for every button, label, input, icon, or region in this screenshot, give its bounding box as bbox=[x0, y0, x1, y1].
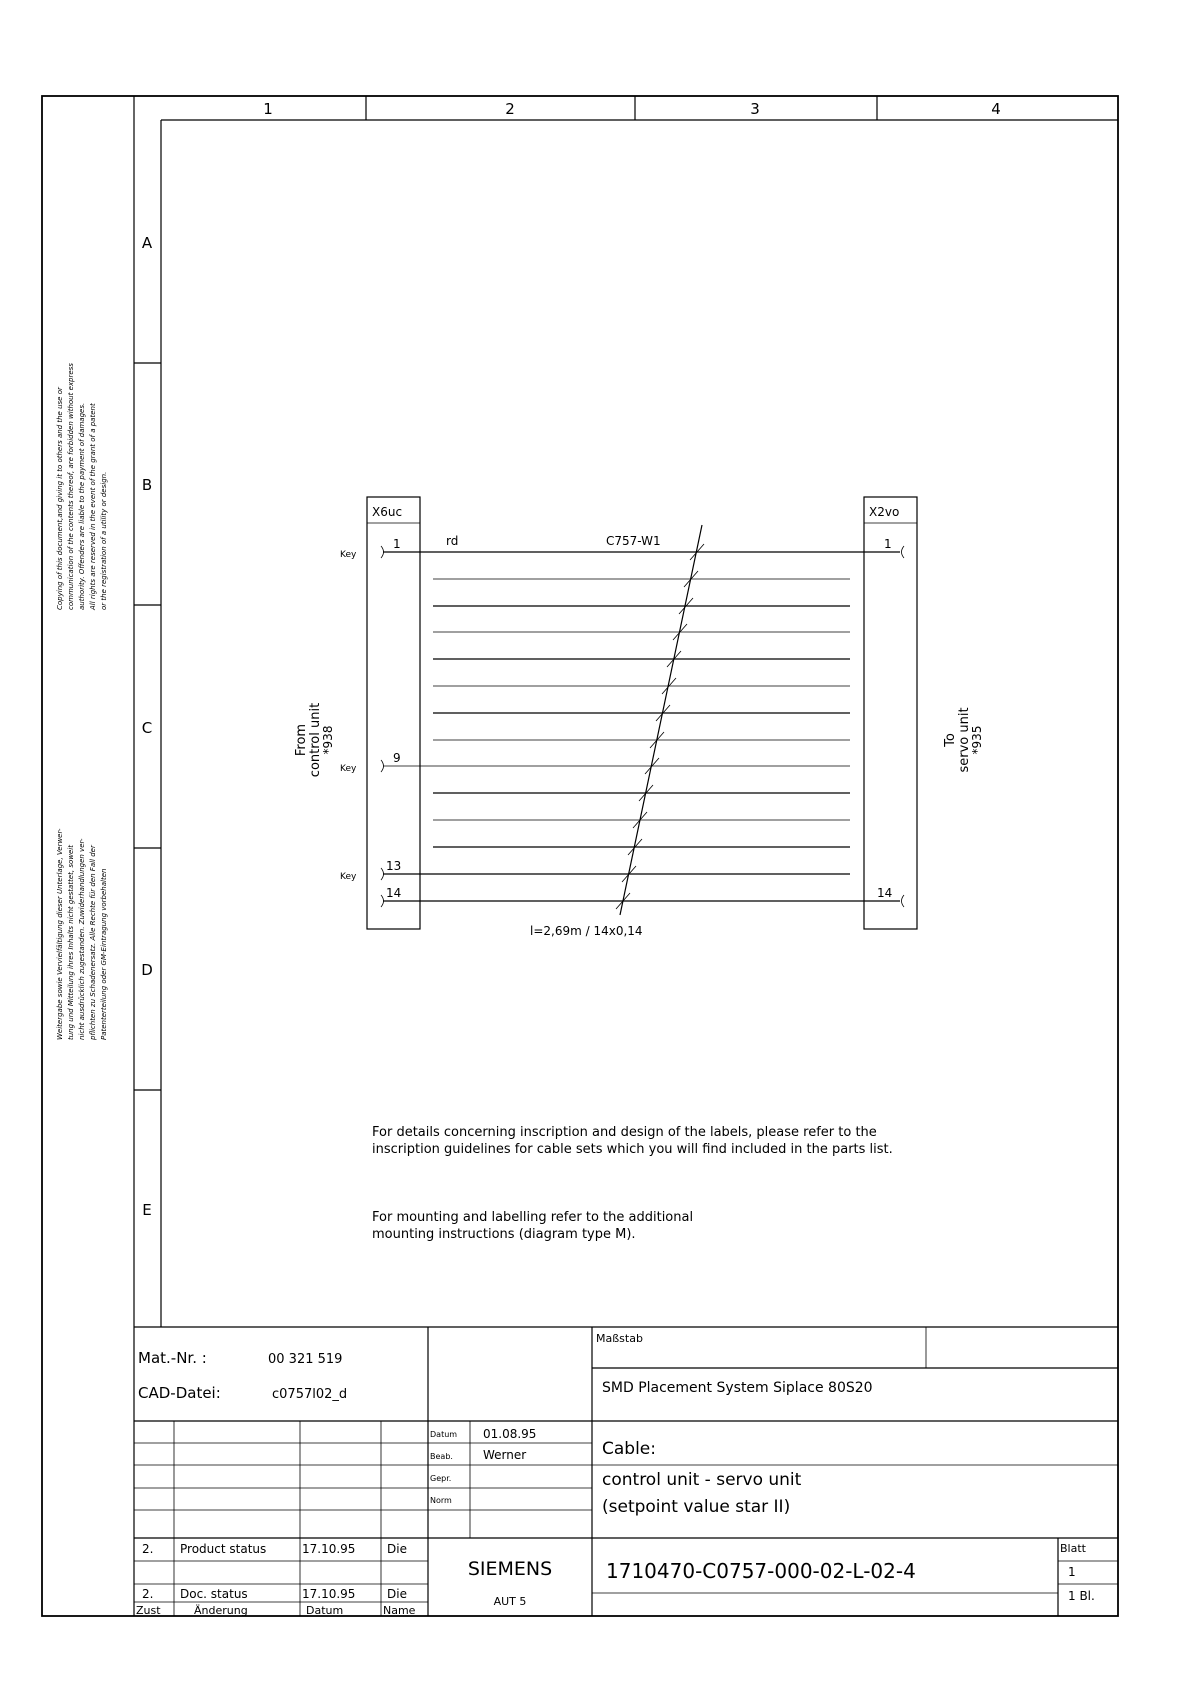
copyright-de-line: Weitergabe sowie Vervielfältigung dieser Unterlage, Verwer- bbox=[56, 828, 64, 1040]
svg-text:control unit: control unit bbox=[308, 702, 323, 778]
note-labels-line: For details concerning inscription and design of the labels, please refer to the bbox=[372, 1125, 877, 1140]
mat-value: 00 321 519 bbox=[268, 1352, 343, 1367]
note-mounting-line: mounting instructions (diagram type M). bbox=[372, 1227, 636, 1242]
svg-text:To: To bbox=[943, 733, 958, 747]
copyright-en-line: or the registration of a utility or design. bbox=[100, 471, 108, 610]
division: AUT 5 bbox=[493, 1595, 527, 1608]
massstab-label: Maßstab bbox=[596, 1332, 643, 1345]
datum-value: 01.08.95 bbox=[483, 1427, 537, 1441]
rev-index: 2. bbox=[142, 1542, 154, 1556]
svg-text:From: From bbox=[294, 723, 309, 757]
drawing-number: 1710470-C0757-000-02-L-02-4 bbox=[606, 1559, 916, 1583]
rev-text: Doc. status bbox=[180, 1587, 248, 1601]
rev-date: 17.10.95 bbox=[302, 1587, 356, 1601]
title-line-1: Cable: bbox=[602, 1439, 656, 1459]
wiring-diagram bbox=[294, 497, 984, 938]
key-label: Key bbox=[340, 550, 357, 560]
left-pin-9: 9 bbox=[393, 751, 401, 765]
svg-text:*935: *935 bbox=[970, 725, 984, 755]
beab-label: Beab. bbox=[430, 1452, 453, 1461]
key-arc bbox=[381, 546, 384, 558]
col-label-1: 1 bbox=[263, 100, 273, 118]
bl-value: 1 Bl. bbox=[1068, 1589, 1095, 1603]
row-label-e: E bbox=[142, 1201, 152, 1219]
datum-label: Datum bbox=[430, 1430, 458, 1439]
note-mounting-line: For mounting and labelling refer to the additional bbox=[372, 1210, 694, 1225]
cable-id-label: C757-W1 bbox=[606, 534, 661, 548]
copyright-de-line: Patenterteilung oder GM-Eintragung vorbehalten bbox=[100, 868, 108, 1040]
right-pin-14: 14 bbox=[877, 886, 893, 900]
cable-bundle-line bbox=[620, 525, 702, 915]
col-label-4: 4 bbox=[991, 100, 1001, 118]
rev-text: Product status bbox=[180, 1542, 267, 1556]
left-connector-label: X6uc bbox=[372, 505, 403, 519]
copyright-de-line: pflichten zu Schadenersatz. Alle Rechte für den Fall der bbox=[89, 845, 97, 1040]
norm-label: Norm bbox=[430, 1496, 452, 1505]
right-connector-label: X2vo bbox=[869, 505, 900, 519]
company-logo: SIEMENS bbox=[467, 1558, 553, 1580]
copyright-en-line: authority. Offenders are liable to the payment of damages. bbox=[78, 402, 86, 610]
row-label-c: C bbox=[141, 719, 153, 737]
copyright-en-line: All rights are reserved in the event of the grant of a patent bbox=[89, 403, 97, 610]
note-labels-line: inscription guidelines for cable sets which you will find included in the parts list. bbox=[372, 1142, 893, 1157]
bundle-wires bbox=[433, 579, 850, 847]
blatt-label: Blatt bbox=[1060, 1542, 1086, 1555]
title-line-2: control unit - servo unit bbox=[602, 1470, 802, 1490]
to-label bbox=[943, 707, 984, 772]
svg-text:servo unit: servo unit bbox=[957, 707, 972, 773]
notes bbox=[372, 1125, 893, 1242]
col-label-3: 3 bbox=[750, 100, 760, 118]
cad-value: c0757l02_d bbox=[272, 1387, 348, 1402]
hdr-name: Name bbox=[383, 1604, 416, 1617]
row-label-a: A bbox=[141, 234, 153, 252]
title-line-3: (setpoint value star II) bbox=[602, 1497, 791, 1517]
left-pin-13: 13 bbox=[386, 859, 402, 873]
from-label bbox=[294, 703, 335, 777]
hdr-zust: Zust bbox=[136, 1604, 161, 1617]
gepr-label: Gepr. bbox=[430, 1474, 452, 1483]
left-pin-14: 14 bbox=[386, 886, 402, 900]
right-pin-1: 1 bbox=[884, 537, 892, 551]
copyright-de-line: nicht ausdrücklich zugestanden. Zuwiderhandlungen ver- bbox=[78, 838, 86, 1040]
rev-name: Die bbox=[387, 1542, 407, 1556]
right-pin-arc bbox=[902, 895, 905, 907]
col-label-2: 2 bbox=[505, 100, 515, 118]
left-pin-1: 1 bbox=[393, 537, 401, 551]
right-connector-box bbox=[864, 497, 917, 929]
cad-label: CAD-Datei: bbox=[138, 1384, 221, 1402]
hdr-datum: Datum bbox=[306, 1604, 344, 1617]
copyright-de-line: tung und Mitteilung ihres Inhalts nicht gestattet, soweit bbox=[67, 845, 75, 1040]
title-block bbox=[134, 1327, 1118, 1617]
key-arc bbox=[381, 895, 384, 907]
rev-index: 2. bbox=[142, 1587, 154, 1601]
rev-name: Die bbox=[387, 1587, 407, 1601]
mat-label: Mat.-Nr. : bbox=[138, 1349, 207, 1367]
copyright-notice-en bbox=[56, 363, 108, 611]
row-label-b: B bbox=[141, 476, 153, 494]
system-name: SMD Placement System Siplace 80S20 bbox=[602, 1380, 873, 1396]
cable-spec-label: l=2,69m / 14x0,14 bbox=[530, 924, 643, 938]
right-pin-arc bbox=[902, 546, 905, 558]
beab-value: Werner bbox=[483, 1448, 527, 1462]
copyright-en-line: Copying of this document,and giving it to others and the use or bbox=[56, 387, 64, 610]
key-label: Key bbox=[340, 764, 357, 774]
key-arc bbox=[381, 760, 384, 772]
blatt-value: 1 bbox=[1068, 1565, 1076, 1579]
key-label: Key bbox=[340, 872, 357, 882]
copyright-notice-de bbox=[56, 828, 108, 1041]
svg-text:*938: *938 bbox=[321, 725, 335, 755]
copyright-en-line: communication of the contents thereof, are forbidden without express bbox=[67, 363, 75, 610]
row-label-d: D bbox=[141, 961, 153, 979]
hdr-aenderung: Änderung bbox=[194, 1604, 248, 1617]
rev-date: 17.10.95 bbox=[302, 1542, 356, 1556]
key-arc bbox=[381, 868, 384, 880]
wire-color-label: rd bbox=[446, 534, 459, 548]
